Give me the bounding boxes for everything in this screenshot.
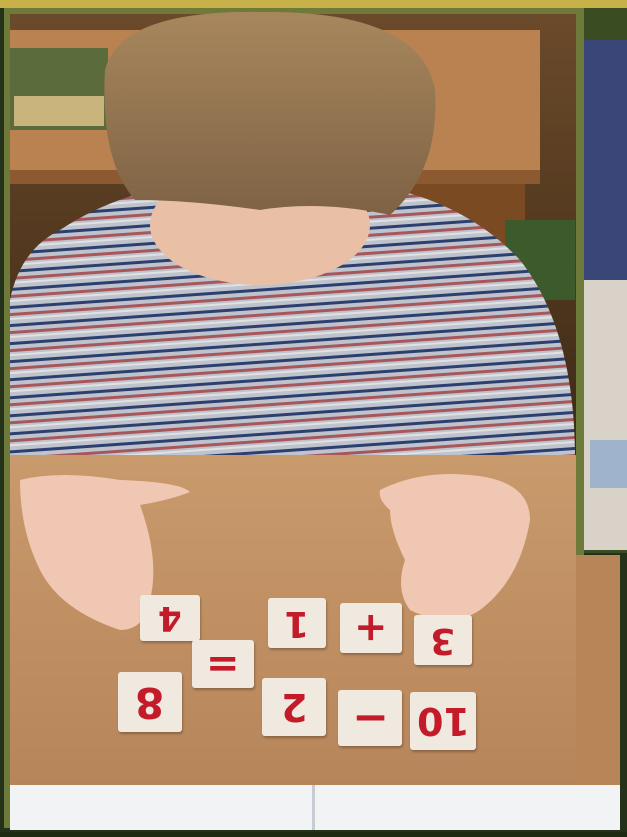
card-4: 4 bbox=[140, 595, 200, 641]
card-8: 8 bbox=[118, 672, 182, 732]
card-2: 2 bbox=[262, 678, 326, 736]
card-1: 1 bbox=[268, 598, 326, 648]
card-equals: = bbox=[192, 640, 254, 688]
card-minus: − bbox=[338, 690, 402, 746]
card-10: 10 bbox=[410, 692, 476, 750]
inset-photo bbox=[578, 8, 627, 553]
card-plus: + bbox=[340, 603, 402, 653]
card-3: 3 bbox=[414, 615, 472, 665]
